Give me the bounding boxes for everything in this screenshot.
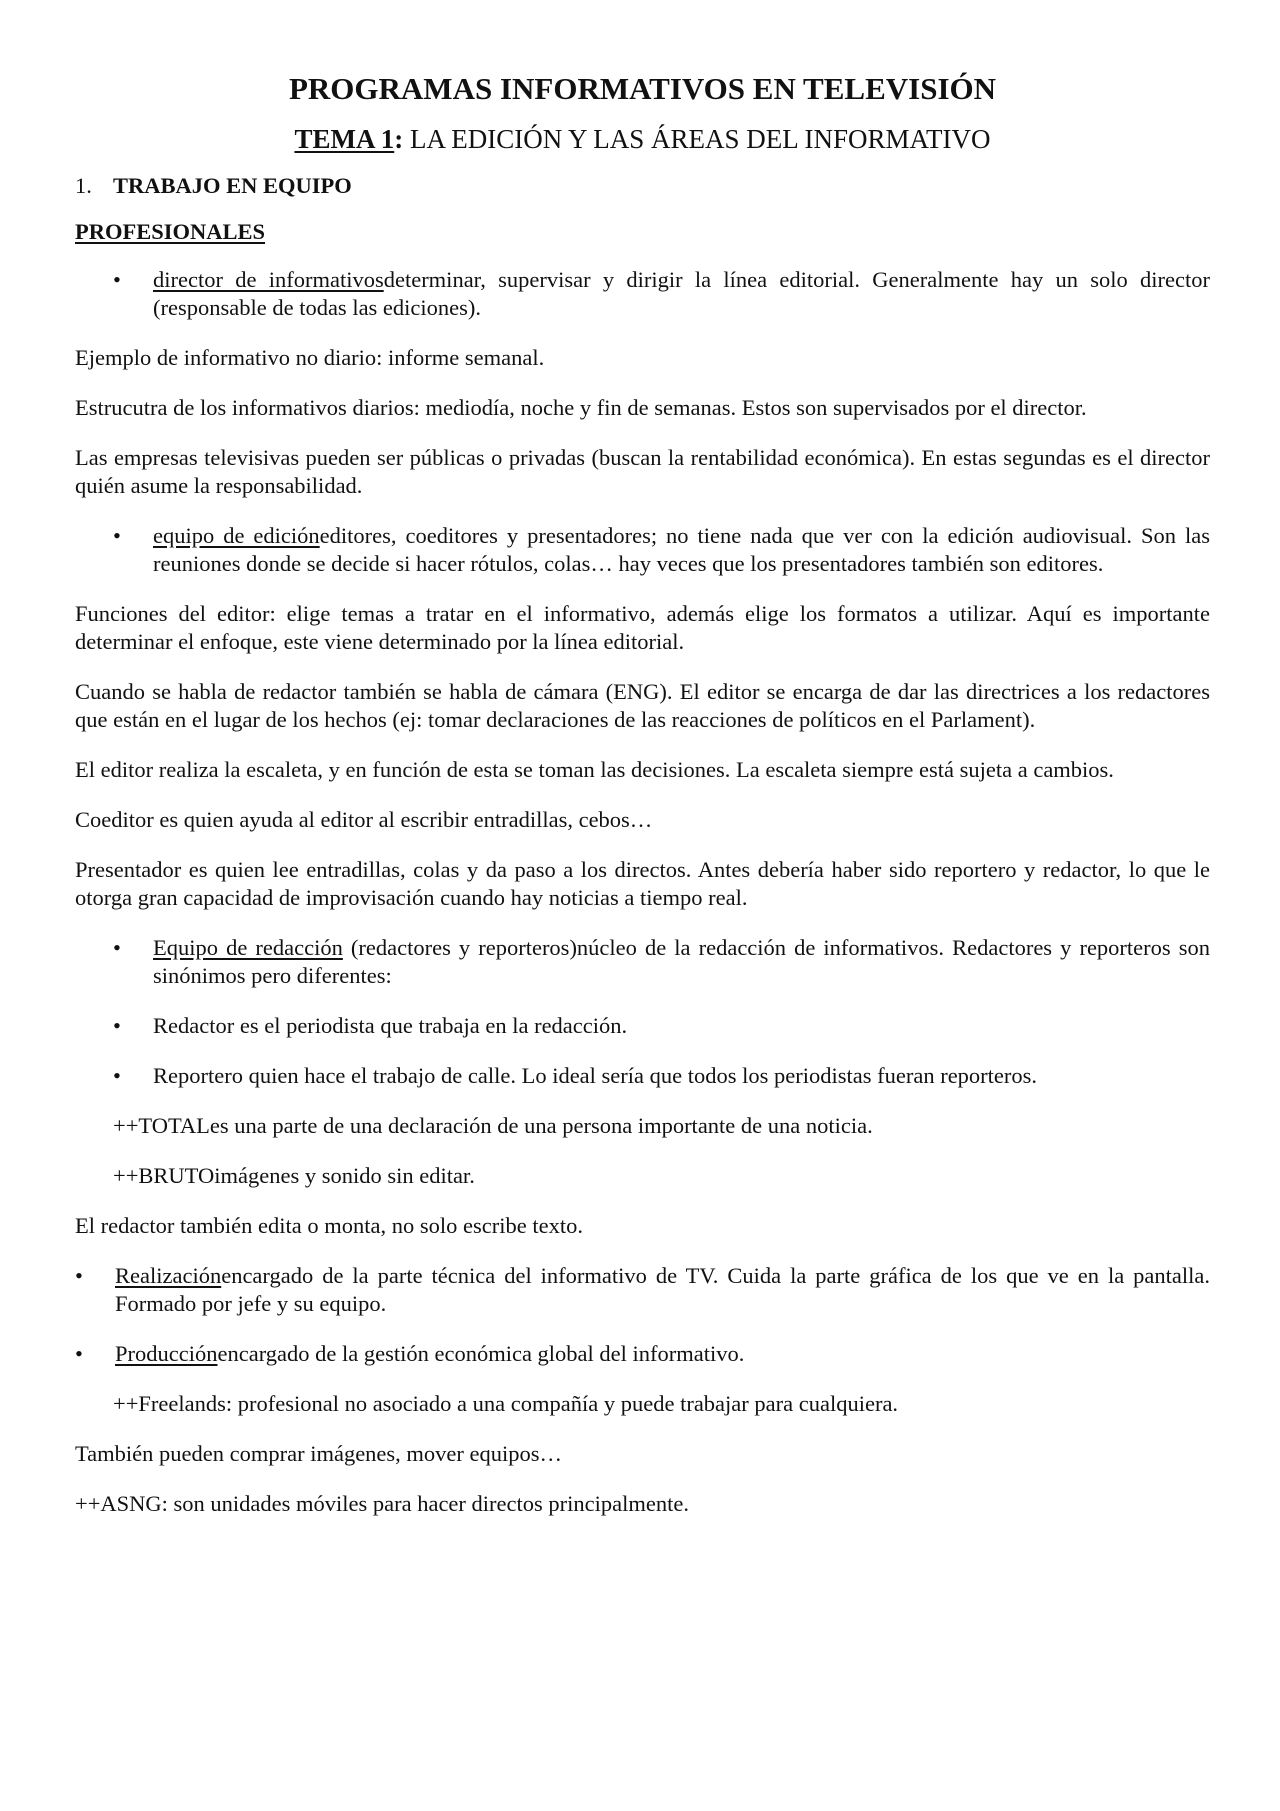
section-title: TRABAJO EN EQUIPO	[113, 173, 352, 198]
note-total: ++TOTALes una parte de una declaración de una persona importante de una noticia.	[113, 1113, 873, 1138]
term-director: director de informativos	[153, 267, 384, 292]
list-item-redactor-def	[75, 1012, 1210, 1040]
tema-colon: :	[394, 124, 404, 154]
term-equipo-redaccion: Equipo de redacción	[153, 935, 343, 960]
paragraph-asng: ++ASNG: son unidades móviles para hacer directos principalmente.	[75, 1491, 689, 1516]
paragraph-coeditor: Coeditor es quien ayuda al editor al escribir entradillas, cebos…	[75, 807, 653, 832]
list-item-director	[75, 266, 1210, 322]
definition-equipo-redaccion: (redactores y reporteros)núcleo de la redacción de informativos. Redactores y reporteros son sinónimos pero diferentes:	[153, 935, 1210, 988]
definition-realizacion: encargado de la parte técnica del informativo de TV. Cuida la parte gráfica de los que ve en la pantalla. Formado por jefe y su equipo.	[115, 1263, 1210, 1316]
paragraph-funciones: Funciones del editor: elige temas a tratar en el informativo, además elige los formatos a utilizar. Aquí es importante determinar el enfoque, este viene determinado por la línea editorial.	[75, 601, 1210, 654]
profesionales-heading: PROFESIONALES	[75, 219, 266, 244]
bullet-marker: •	[113, 523, 121, 548]
list-item-realizacion	[75, 1262, 1210, 1318]
list-item-text	[153, 266, 1210, 322]
bullet-marker: •	[113, 1063, 121, 1088]
definition-director: determinar, supervisar y dirigir la línea editorial. Generalmente hay un solo director (responsable de todas las ediciones).	[153, 267, 1210, 320]
bullet-marker: •	[113, 1013, 121, 1038]
paragraph-escaleta: El editor realiza la escaleta, y en función de esta se toman las decisiones. La escaleta siempre está sujeta a cambios.	[75, 757, 1114, 782]
bullet-marker: •	[113, 267, 121, 292]
paragraph-edita: El redactor también edita o monta, no solo escribe texto.	[75, 1213, 583, 1238]
paragraph-comprar: También pueden comprar imágenes, mover equipos…	[75, 1441, 563, 1466]
list-item-text	[153, 934, 1210, 990]
document-subtitle	[75, 122, 1210, 156]
list-item-equipo-edicion	[75, 522, 1210, 578]
note-freelands: ++Freelands: profesional no asociado a una compañía y puede trabajar para cualquiera.	[113, 1391, 899, 1416]
term-equipo-edicion: equipo de edición	[153, 523, 320, 548]
list-item-text	[153, 522, 1210, 578]
paragraph-ejemplo: Ejemplo de informativo no diario: informe semanal.	[75, 345, 545, 370]
paragraph-empresas: Las empresas televisivas pueden ser públicas o privadas (buscan la rentabilidad económica). En estas segundas es el director quién asume la responsabilidad.	[75, 445, 1210, 498]
bullet-marker: •	[75, 1263, 83, 1288]
list-item-text	[115, 1340, 1210, 1368]
list-item-produccion	[75, 1340, 1210, 1368]
definition-equipo-edicion: editores, coeditores y presentadores; no tiene nada que ver con la edición audiovisual. Son las reuniones donde se decide si hacer rótulos, colas… hay veces que los presentadores también son editores.	[153, 523, 1210, 576]
term-realizacion: Realización	[115, 1263, 222, 1288]
list-item-text: Reportero quien hace el trabajo de calle. Lo ideal sería que todos los periodistas fueran reporteros.	[153, 1063, 1038, 1088]
list-item-text: Redactor es el periodista que trabaja en la redacción.	[153, 1013, 628, 1038]
paragraph-presentador: Presentador es quien lee entradillas, colas y da paso a los directos. Antes debería haber sido reportero y redactor, lo que le otorga gran capacidad de improvisación cuando hay noticias a tiempo real.	[75, 857, 1210, 910]
bullet-marker: •	[113, 935, 121, 960]
section-number: 1.	[75, 173, 92, 198]
section-heading	[75, 172, 1210, 200]
bullet-marker: •	[75, 1341, 83, 1366]
list-item-text	[115, 1262, 1210, 1318]
paragraph-redactor: Cuando se habla de redactor también se habla de cámara (ENG). El editor se encarga de dar las directrices a los redactores que están en el lugar de los hechos (ej: tomar declaraciones de las reacciones de políticos en el Parlament).	[75, 679, 1210, 732]
paragraph-estructura: Estrucutra de los informativos diarios: mediodía, noche y fin de semanas. Estos son supervisados por el director.	[75, 395, 1087, 420]
tema-label: TEMA 1	[294, 124, 395, 154]
list-item-equipo-redaccion	[75, 934, 1210, 990]
list-item-reportero-def	[75, 1062, 1210, 1090]
definition-produccion: encargado de la gestión económica global del informativo.	[217, 1341, 745, 1366]
tema-title: LA EDICIÓN Y LAS ÁREAS DEL INFORMATIVO	[403, 124, 991, 154]
document-title: PROGRAMAS INFORMATIVOS EN TELEVISIÓN	[288, 71, 997, 106]
term-produccion: Producción	[115, 1341, 218, 1366]
note-bruto: ++BRUTOimágenes y sonido sin editar.	[113, 1163, 475, 1188]
